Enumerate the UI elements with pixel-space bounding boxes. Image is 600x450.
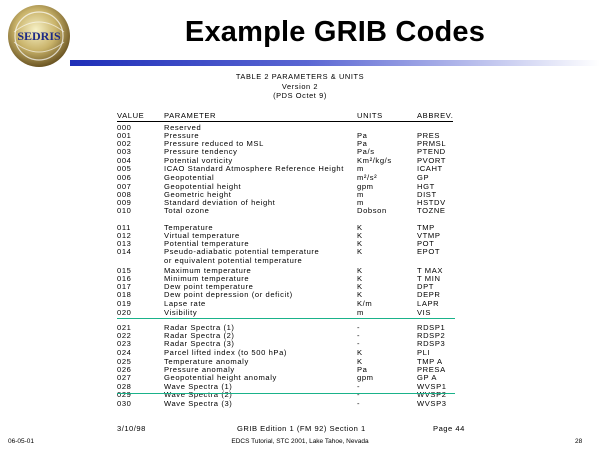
table-footer-page: Page 44 [433,424,465,433]
row-parameter: Pressure reduced to MSL [164,139,264,148]
row-parameter: Pseudo-adiabatic potential temperature [164,247,320,256]
row-parameter: Dew point depression (or deficit) [164,290,293,299]
row-units: - [357,339,361,348]
row-value: 022 [117,331,132,340]
row-units: m [357,190,364,199]
row-parameter: Reserved [164,123,202,132]
row-value: 000 [117,123,132,132]
row-units: K [357,282,363,291]
slide-page-number: 28 [575,438,583,445]
row-abbrev: VIS [417,308,432,317]
header-units: UNITS [357,111,383,120]
row-parameter: Geopotential [164,173,215,182]
row-units: - [357,323,361,332]
row-value: 005 [117,164,132,173]
row-parameter: Radar Spectra (3) [164,339,235,348]
row-parameter: Temperature anomaly [164,357,249,366]
row-abbrev: WVSP3 [417,399,447,408]
row-parameter: Parcel lifted index (to 500 hPa) [164,348,288,357]
row-value: 006 [117,173,132,182]
row-parameter: Pressure anomaly [164,365,235,374]
row-abbrev: POT [417,239,435,248]
row-abbrev: EPOT [417,247,441,256]
row-value: 010 [117,206,132,215]
row-units: m [357,198,364,207]
row-abbrev: PTEND [417,147,446,156]
row-parameter: Geometric height [164,190,232,199]
row-value: 021 [117,323,132,332]
row-parameter: Temperature [164,223,214,232]
row-units: Pa [357,131,368,140]
row-value: 007 [117,182,132,191]
row-units: K [357,290,363,299]
row-value: 014 [117,247,132,256]
highlight-line [117,393,455,394]
row-abbrev: TMP A [417,357,443,366]
row-value: 001 [117,131,132,140]
row-units: K [357,348,363,357]
row-units: Pa [357,139,368,148]
row-abbrev: PRES [417,131,441,140]
table-footer-edition: GRIB Edition 1 (FM 92) Section 1 [237,424,366,433]
row-units: gpm [357,182,374,191]
row-value: 024 [117,348,132,357]
row-value: 023 [117,339,132,348]
row-units: K [357,239,363,248]
row-units: K [357,266,363,275]
row-value: 016 [117,274,132,283]
row-value: 029 [117,390,132,399]
row-parameter: Geopotential height [164,182,242,191]
row-units: gpm [357,373,374,382]
row-abbrev: ICAHT [417,164,443,173]
row-parameter: Potential temperature [164,239,250,248]
logo-text: SEDRIS [17,29,61,43]
row-parameter: Wave Spectra (3) [164,399,233,408]
row-units: - [357,382,361,391]
row-parameter: Radar Spectra (2) [164,331,235,340]
row-units: - [357,331,361,340]
row-parameter: Maximum temperature [164,266,252,275]
row-units: Pa [357,365,368,374]
row-value: 017 [117,282,132,291]
row-units: Pa/s [357,147,375,156]
row-abbrev: TOZNE [417,206,446,215]
row-value: 012 [117,231,132,240]
header-rule [117,121,453,122]
row-parameter: Minimum temperature [164,274,250,283]
table-heading [0,72,600,101]
row-value: 004 [117,156,132,165]
row-units: K [357,231,363,240]
row-abbrev: DIST [417,190,437,199]
table-version: Version 2 [281,81,319,91]
row-parameter: Virtual temperature [164,231,240,240]
row-parameter: Dew point temperature [164,282,254,291]
row-abbrev: RDSP3 [417,339,446,348]
row-value: 026 [117,365,132,374]
header-abbrev: ABBREV. [417,111,454,120]
title-underline [70,60,600,66]
row-value: 015 [117,266,132,275]
row-abbrev: WVSP1 [417,382,447,391]
row-units: m²/s² [357,173,378,182]
row-parameter: ICAO Standard Atmosphere Reference Height [164,164,344,173]
row-abbrev: WVSP2 [417,390,447,399]
row-parameter: Lapse rate [164,299,206,308]
table-octet: (PDS Octet 9) [273,91,327,100]
row-abbrev: LAPR [417,299,440,308]
row-value: 028 [117,382,132,391]
row-units: m [357,164,364,173]
slide-title: Example GRIB Codes [184,16,486,48]
row-value: 008 [117,190,132,199]
row-units: K/m [357,299,373,308]
row-abbrev: T MAX [417,266,444,275]
highlight-line [117,318,455,319]
row-parameter: Potential vorticity [164,156,233,165]
row-units: K [357,357,363,366]
sedris-logo [4,2,74,70]
row-value: 009 [117,198,132,207]
header-value: VALUE [117,111,145,120]
row-abbrev: TMP [417,223,435,232]
row-units: K [357,223,363,232]
row-value: 027 [117,373,132,382]
row-parameter: Wave Spectra (1) [164,382,233,391]
row-value: 002 [117,139,132,148]
row-abbrev: PRESA [417,365,446,374]
row-abbrev: HGT [417,182,435,191]
row-value: 011 [117,223,131,232]
slide-date: 06-05-01 [8,438,35,445]
row-units: - [357,390,361,399]
table-footer-date: 3/10/98 [117,424,146,433]
row-parameter: Visibility [164,308,198,317]
row-abbrev: PLI [417,348,431,357]
row-parameter: Standard deviation of height [164,198,276,207]
row-units: Dobson [357,206,387,215]
row-abbrev: RDSP1 [417,323,446,332]
row-value: 013 [117,239,132,248]
row-value: 018 [117,290,132,299]
row-parameter: Wave Spectra (2) [164,390,233,399]
row-parameter: Radar Spectra (1) [164,323,235,332]
row-units: Km²/kg/s [357,156,392,165]
row-abbrev: GP [417,173,430,182]
row-abbrev: GP A [417,373,437,382]
row-units: - [357,399,361,408]
row-units: m [357,308,364,317]
row-value: 030 [117,399,132,408]
row-units: K [357,247,363,256]
row-abbrev: PRMSL [417,139,447,148]
row-parameter: Total ozone [164,206,210,215]
row-abbrev: DEPR [417,290,441,299]
row-abbrev: HSTDV [417,198,446,207]
row-parameter: or equivalent potential temperature [164,256,303,265]
slide-footer: EDCS Tutorial, STC 2001, Lake Tahoe, Nevada [231,438,369,445]
row-abbrev: PVORT [417,156,447,165]
header-parameter: PARAMETER [164,111,217,120]
row-abbrev: RDSP2 [417,331,446,340]
row-parameter: Pressure [164,131,200,140]
table-title: TABLE 2 PARAMETERS & UNITS [235,72,365,81]
row-value: 003 [117,147,132,156]
row-value: 020 [117,308,132,317]
row-parameter: Geopotential height anomaly [164,373,277,382]
row-abbrev: VTMP [417,231,441,240]
row-abbrev: T MIN [417,274,441,283]
row-value: 019 [117,299,132,308]
row-value: 025 [117,357,132,366]
row-abbrev: DPT [417,282,434,291]
row-parameter: Pressure tendency [164,147,238,156]
row-units: K [357,274,363,283]
